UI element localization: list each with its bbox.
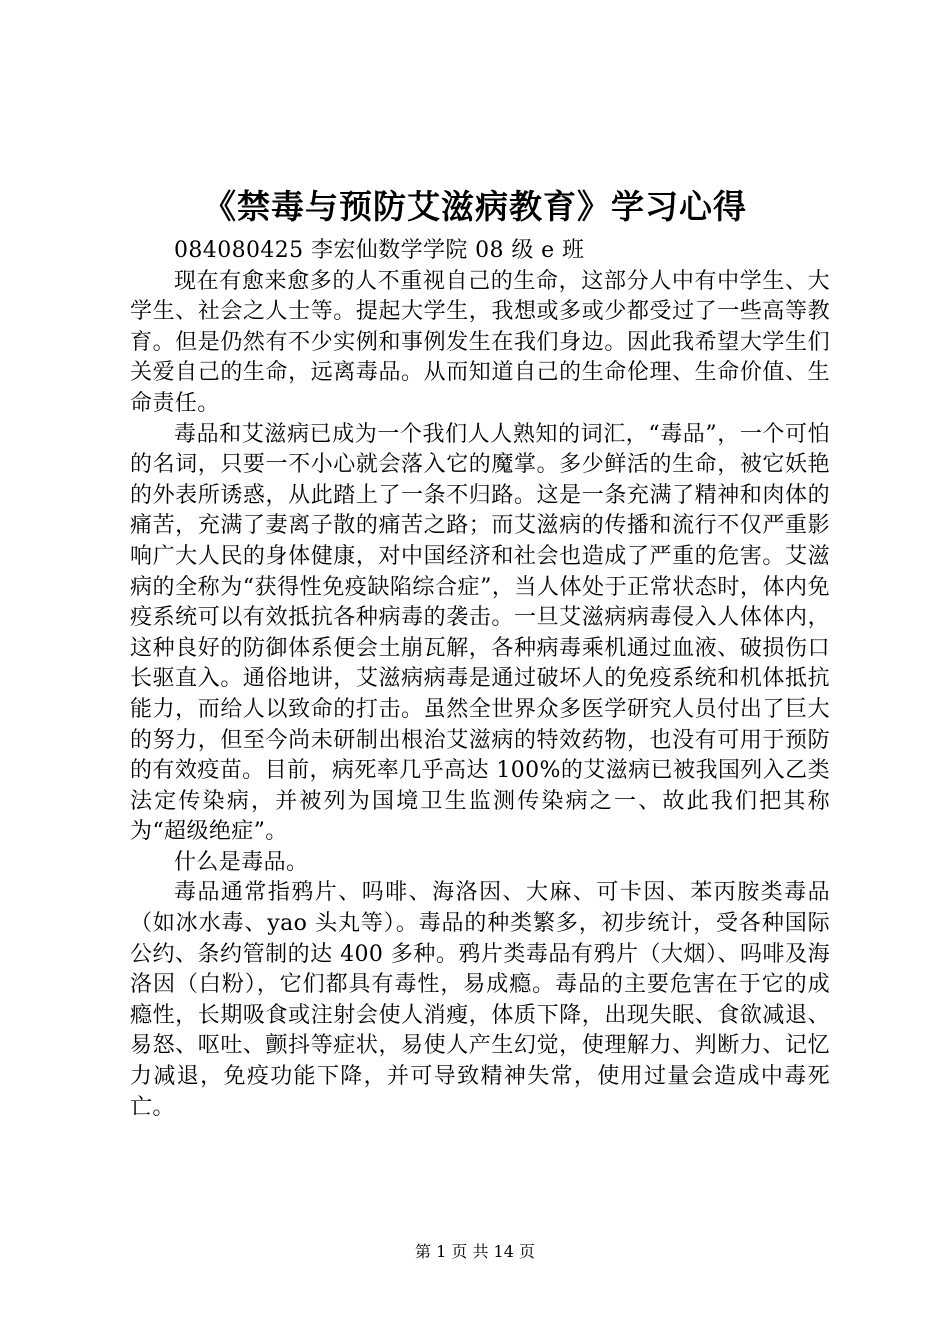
- paragraph-4: 毒品通常指鸦片、吗啡、海洛因、大麻、可卡因、苯丙胺类毒品（如冰水毒、yao 头丸等）。毒品的种类繁多，初步统计，受各种国际公约、条约管制的达 400 多种。鸦片类毒品有鸦片（大烟）、吗啡及海洛因（白粉），它们都具有毒性，易成瘾。毒品的主要危害在于它的成瘾性，长期吸食或注射会使人消瘦，体质下降，出现失眠、食欲减退、易怒、呕吐、颤抖等症状，易使人产生幻觉，使理解力、判断力、记忆力减退，免疫功能下降，并可导致精神失常，使用过量会造成中毒死亡。: [130, 880, 830, 1120]
- document-title: 《禁毒与预防艾滋病教育》学习心得: [203, 187, 747, 226]
- page-footer: 第 1 页 共 14 页: [415, 1242, 535, 1261]
- document-body: [130, 236, 830, 1123]
- paragraph-2: 毒品和艾滋病已成为一个我们人人熟知的词汇，“毒品”，一个可怕的名词，只要一不小心就会落入它的魔掌。多少鲜活的生命，被它妖艳的外表所诱惑，从此踏上了一条不归路。这是一条充满了精神和肉体的痛苦，充满了妻离子散的痛苦之路；而艾滋病的传播和流行不仅严重影响广大人民的身体健康，对中国经济和社会也造成了严重的危害。艾滋病的全称为“获得性免疫缺陷综合症”，当人体处于正常状态时，体内免疫系统可以有效抵抗各种病毒的袭击。一旦艾滋病病毒侵入人体体内，这种良好的防御体系便会土崩瓦解，各种病毒乘机通过血液、破损伤口长驱直入。通俗地讲，艾滋病病毒是通过破坏人的免疫系统和机体抵抗能力，而给人以致命的打击。虽然全世界众多医学研究人员付出了巨大的努力，但至今尚未研制出根治艾滋病的特效药物，也没有可用于预防的有效疫苗。目前，病死率几乎高达 100%的艾滋病已被我国列入乙类法定传染病，并被列为国境卫生监测传染病之一、故此我们把其称为“超级绝症”。: [130, 421, 830, 845]
- paragraph-3: 什么是毒品。: [174, 849, 309, 875]
- paragraph-1: 现在有愈来愈多的人不重视自己的生命，这部分人中有中学生、大学生、社会之人士等。提起大学生，我想或多或少都受过了一些高等教育。但是仍然有不少实例和事例发生在我们身边。因此我希望大学生们关爱自己的生命，远离毒品。从而知道自己的生命伦理、生命价值、生命责任。: [130, 268, 830, 416]
- author-line: 084080425 李宏仙数学学院 08 级 e 班: [174, 238, 585, 263]
